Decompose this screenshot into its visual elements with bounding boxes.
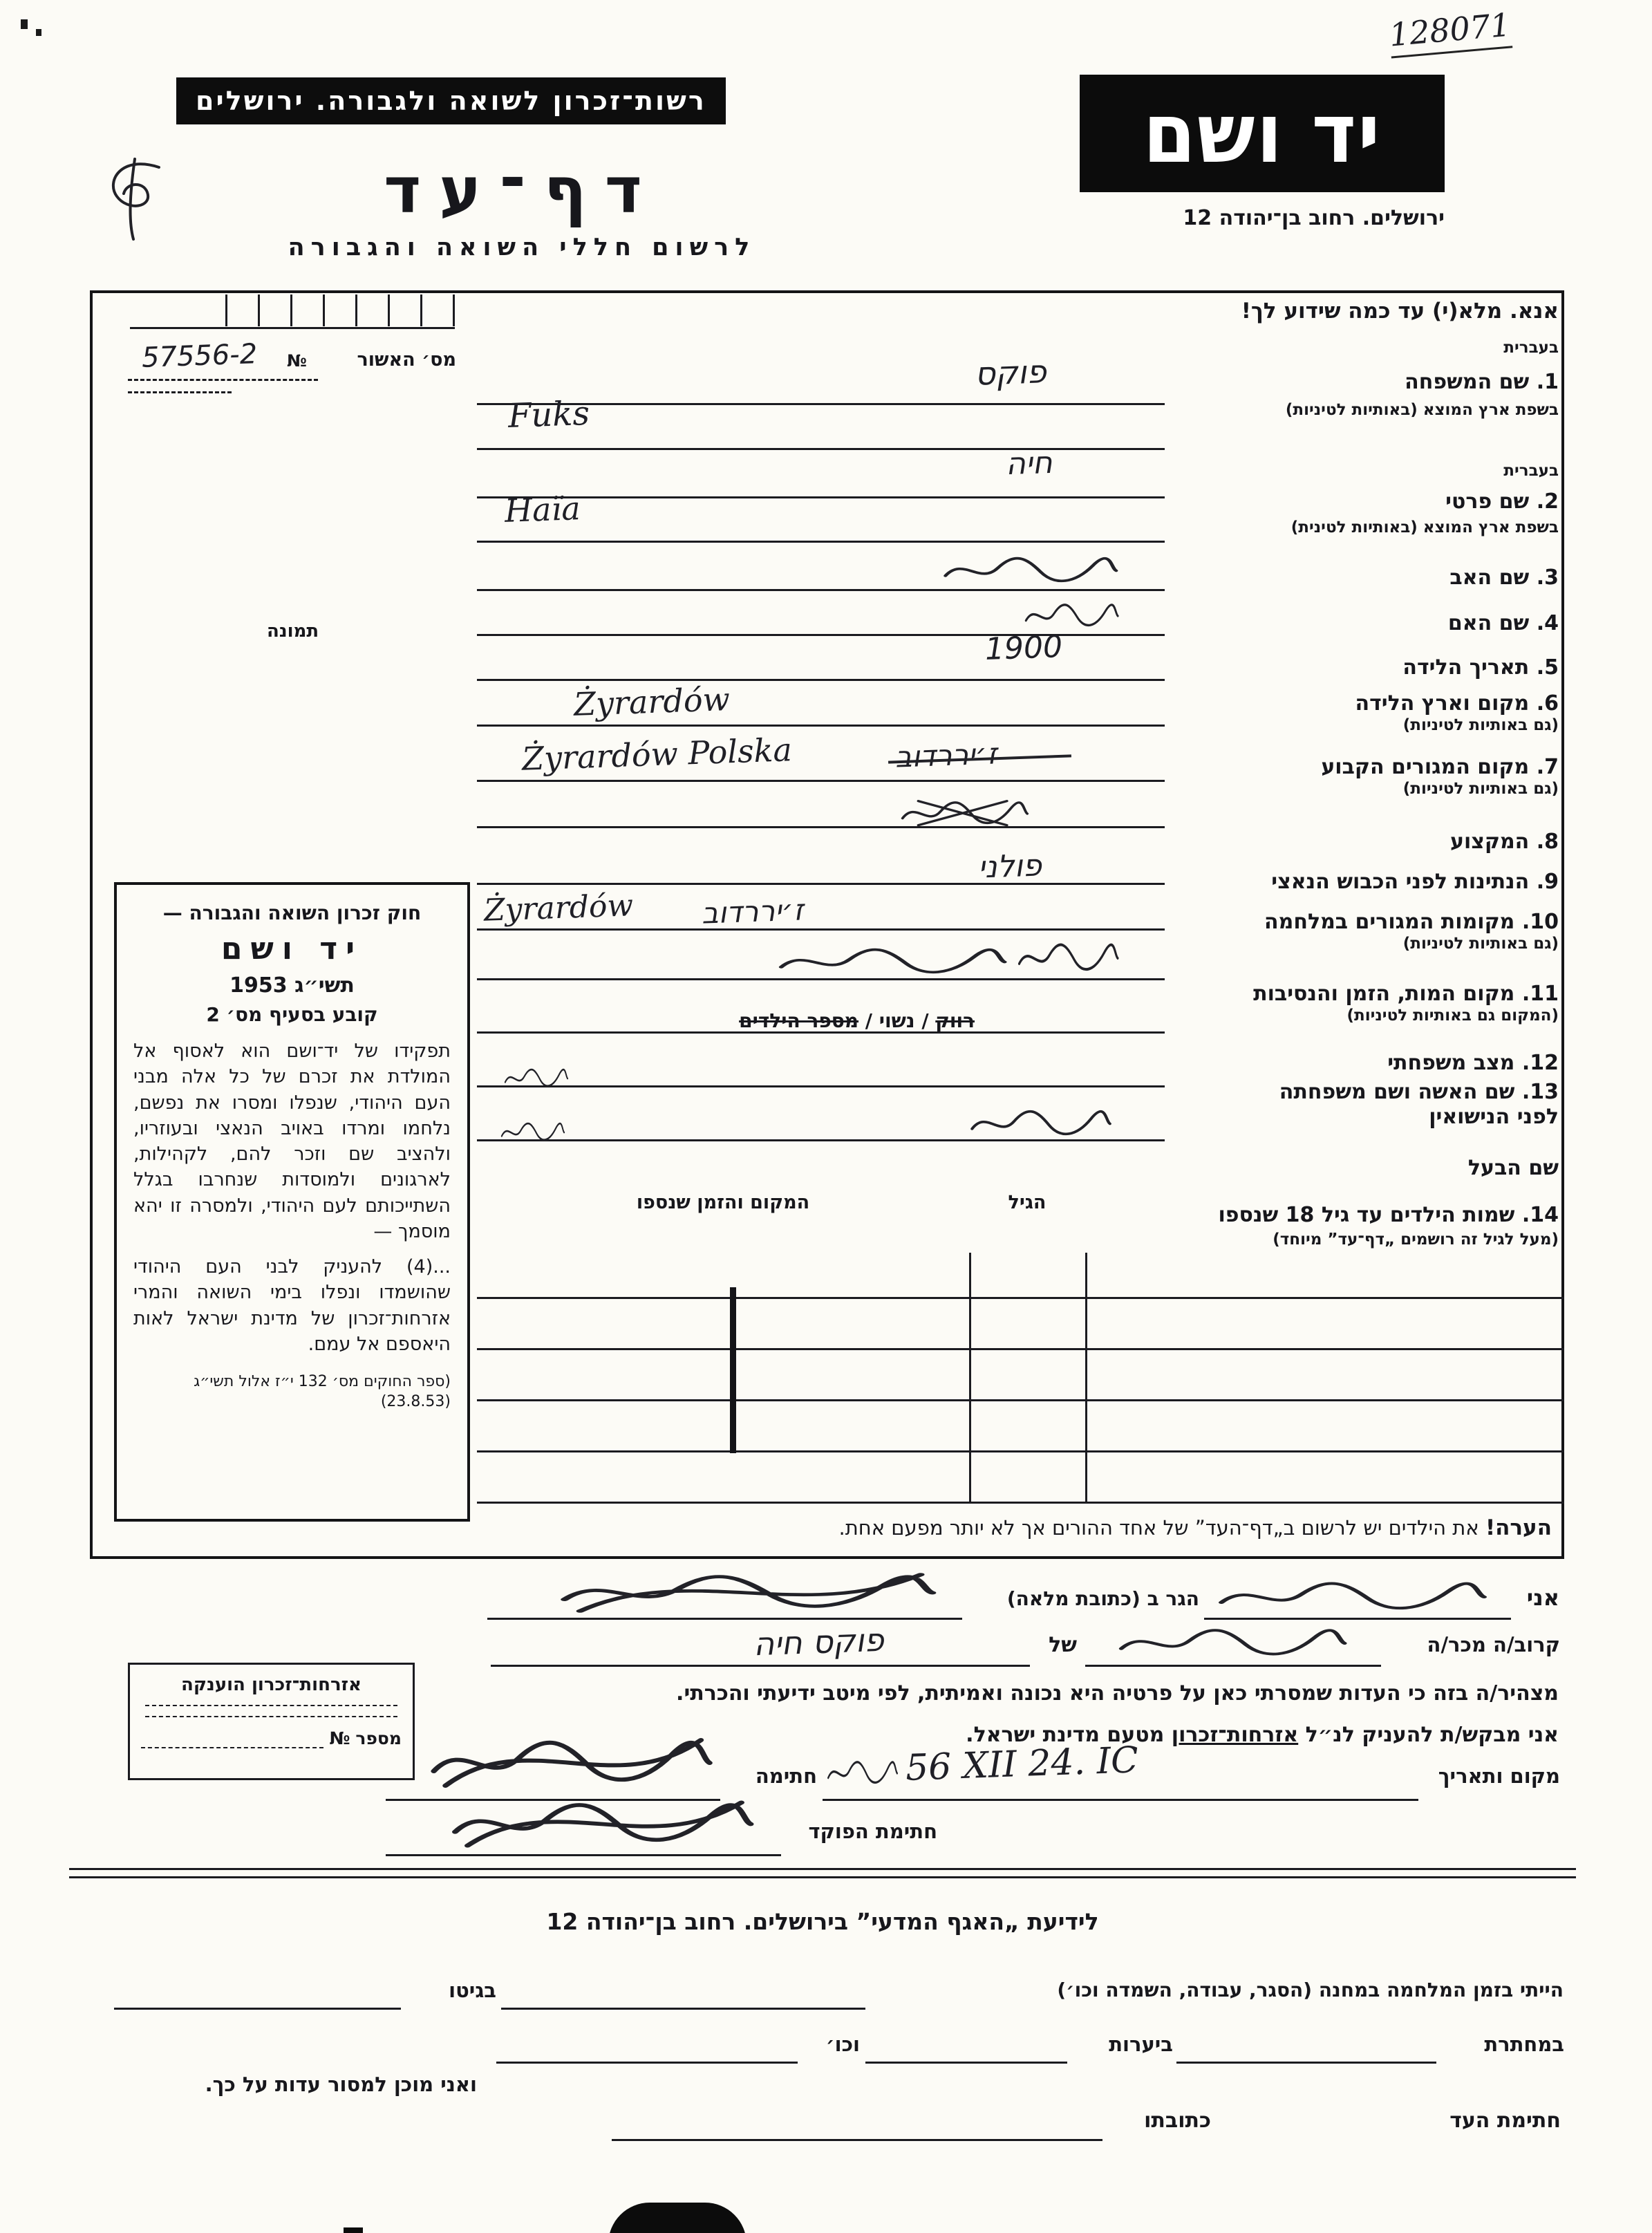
camp-blank-line [501, 2008, 865, 2010]
answer-line [477, 1085, 1165, 1087]
handwritten-clerk-signature-scribble [446, 1795, 757, 1853]
marital-status-options: רווק / נשוי / מספר הילדים [739, 1009, 975, 1032]
field-label-12: 12. מצב משפחתי [1387, 1051, 1559, 1075]
field-sub-label: (המקום גם באותיות לטיניות) [1346, 1007, 1559, 1025]
approval-dashed-line [128, 379, 318, 381]
scan-artifact [344, 2227, 363, 2233]
declaration-name-line [1204, 1618, 1511, 1620]
answer-line [477, 826, 1165, 828]
witness-signature-label: חתימת העד [1449, 2109, 1561, 2133]
handwritten-scribble [940, 552, 1120, 590]
field-label-11: 11. מקום המות, הזמן והנסיבות [1253, 982, 1559, 1006]
place-date-label: מקום ותאריך [1438, 1764, 1560, 1788]
law-title-line3: תשי״ג 1953 [229, 973, 355, 998]
photo-placeholder-label: תמונה [267, 621, 319, 642]
note-row [484, 1515, 1552, 1540]
handwritten-war-residence-latin: Żyrardów [483, 888, 634, 928]
field-label-7: 7. מקום המגורים הקבוע [1321, 755, 1559, 779]
handwritten-birthplace: Żyrardów [573, 680, 731, 723]
marital-option-married: נשוי [879, 1009, 915, 1032]
field-label-3: 3. שם האב [1449, 566, 1559, 590]
citizenship-dashed-line [145, 1716, 397, 1717]
form-title: דף־עד [384, 153, 660, 227]
answer-line [477, 725, 1165, 727]
citizenship-box-title: אזרחות־זכרון הוענקה [181, 1674, 362, 1695]
numero-sign: № [287, 351, 307, 371]
place-date-line [823, 1799, 1418, 1801]
witness-address-line [612, 2139, 1102, 2141]
declaration-request: אני מבקש/ת להעניק לנ״ל אזרחות־זכרון מטעם מדינת ישראל. [966, 1723, 1559, 1747]
field-sub-label: (גם באותיות לטיניות) [1402, 716, 1559, 734]
handwritten-firstname-latin: Haïa [504, 489, 581, 530]
declaration-address-line [487, 1618, 962, 1620]
numero-sign: № [329, 1728, 350, 1748]
declaration-statement: מצהיר/ה בזה כי העדות שמסרתי כאן על פרטיה היא נכונה ואמיתית, לפי מיטב ידיעתי והכרתי. [676, 1681, 1559, 1706]
answer-line [477, 679, 1165, 681]
fill-instruction: אנא. מלא(י) עד כמה שידוע לך! [1241, 299, 1559, 324]
field-sub-label: בשפת ארץ המוצא (באותיות לטינית) [1290, 518, 1559, 536]
handwritten-place-date: 56 XII 24. IC [905, 1739, 1139, 1789]
citizenship-number-row [141, 1728, 402, 1748]
declaration-i-label: אני [1526, 1585, 1559, 1611]
children-table-row-line [477, 1450, 1564, 1452]
field-sub-label: בעברית [1503, 339, 1559, 357]
handwritten-scribble [500, 1119, 565, 1146]
scan-artifact [730, 1287, 736, 1453]
children-table-divider [969, 1253, 971, 1502]
handwritten-witness-name-scribble [1213, 1576, 1490, 1618]
note-text: את הילדים יש לרשום ב„דף־העד” של אחד ההורים אך לא יותר מפעם אחת. [838, 1516, 1479, 1540]
law-body-text: תפקידו של יד־ושם הוא לאסוף אל המולדת את זכרם של כל אלה מבני העם היהודי, שנפלו ומסרו את נפשם, נלחמו ומרדו באויב הנאצי ובעוזריו, ולהציב שם וזכר להם, לקהילות, לארגונים ולמוסדות שנחרבו בגלל השתייכותם לעם היהודי, ולמסרה זו יהא מוסמך — [133, 1040, 451, 1242]
declaration-relative-label: קרוב/ה מכר/ה [1427, 1633, 1560, 1656]
field-label-5: 5. תאריך הלידה [1402, 655, 1559, 680]
note-row-top-line [477, 1502, 1564, 1504]
answer-line [477, 448, 1165, 450]
law-title-line1: חוק זכרון השואה והגבורה — [162, 901, 422, 924]
handwritten-signature-scribble [425, 1732, 715, 1794]
camp-label: הייתי בזמן המלחמה במחנה (הסגר, עבודה, השמדה וכו׳) [1057, 1979, 1564, 2001]
children-table-row-line [477, 1348, 1564, 1350]
law-title-line2: יד ושם [220, 931, 364, 966]
handwritten-surname-hebrew: פוקס [974, 353, 1047, 393]
field-sub-label: (גם באותיות לטיניות) [1402, 780, 1559, 798]
field-label-2: 2. שם פרטי [1445, 489, 1559, 514]
answer-line [477, 928, 1165, 931]
handwritten-corner-number: 128071 [1388, 6, 1512, 58]
signature-label: חתימה [755, 1764, 817, 1788]
field-label-8: 8. המקצוע [1449, 830, 1559, 854]
law-source: (ספר החוקים מס׳ 132 י״ז אלול תשי״ג (23.8.53) [194, 1373, 451, 1410]
scan-artifact [608, 2203, 747, 2233]
marital-option-single: רווק [935, 1009, 975, 1032]
field-sub-label: (מעל לגיל זה רושמים „דף־עד” מיוחד) [1273, 1231, 1559, 1249]
form-subtitle: לרשום חללי השואה והגבורה [288, 234, 756, 261]
forests-label: ביערות [1109, 2033, 1173, 2056]
ghetto-label: בגיטו [449, 1979, 496, 2002]
field-label-13b: לפני הנישואין [1429, 1105, 1559, 1129]
underground-label: במחתרת [1484, 2033, 1564, 2056]
yad-vashem-logo-text: יד ושם [1143, 85, 1382, 182]
handwritten-scribble [826, 1756, 899, 1791]
testify-statement: ואני מוכן למסור עדות על כך. [205, 2073, 477, 2096]
answer-line [477, 883, 1165, 885]
children-table-header-place: המקום והזמן שנספו [636, 1192, 810, 1213]
handwritten-victim-name: פוקס חיה [753, 1620, 885, 1663]
field-label-9: 9. הנתינות לפני הכבוש הנאצי [1271, 870, 1559, 894]
section-divider [69, 1868, 1576, 1870]
handwritten-surname-latin: Fuks [507, 393, 590, 436]
handwritten-husband-name-scribble [968, 1105, 1113, 1143]
children-table-header-age: הגיל [1008, 1192, 1046, 1213]
answer-line [477, 541, 1165, 543]
handwritten-residence-latin: Żyrardów Polska [521, 731, 793, 778]
field-label-husband: שם הבעל [1467, 1156, 1559, 1180]
etc-blank-line [496, 2062, 798, 2064]
ghetto-blank-line [114, 2008, 401, 2010]
clerk-signature-line [386, 1854, 781, 1856]
handwritten-scribble [503, 1065, 569, 1092]
note-bold: הערה! [1485, 1515, 1552, 1540]
marital-option-children-count: מספר הילדים [739, 1009, 859, 1032]
handwritten-scribble [1016, 937, 1120, 979]
declaration-relation-line [1085, 1665, 1381, 1667]
children-table-row-line [477, 1297, 1564, 1299]
handwritten-witness-address-scribble [553, 1568, 940, 1618]
office-tally-strip [130, 295, 455, 329]
handwritten-scribble [774, 943, 1009, 981]
law-box [114, 882, 470, 1522]
handwritten-approval-number: 57556-2 [141, 338, 258, 374]
info-section-title: לידיעת „האגף המדעי” בירושלים. רחוב בן־יהודה 12 [546, 1908, 1099, 1935]
handwritten-scribble-crossed [899, 796, 1030, 831]
handwritten-firstname-hebrew: חיה [1005, 445, 1053, 483]
section-divider [69, 1876, 1576, 1878]
witness-address-label: כתובתו [1144, 2109, 1211, 2133]
field-sub-label: בשפת ארץ המוצא (באותיות לטיניות) [1285, 401, 1559, 419]
declaration-request-underlined: אזרחות־זכרון [1171, 1723, 1299, 1747]
declaration-victim-line [491, 1665, 1030, 1667]
declaration-resides-label: הגר ב (כתובת מלאה) [1006, 1587, 1199, 1610]
citizenship-box [128, 1663, 415, 1780]
etc-label: וכו׳ [825, 2033, 860, 2056]
children-table-row-line [477, 1399, 1564, 1401]
handwritten-war-residence-hebrew: ז׳יררדוב [701, 893, 805, 931]
handwritten-relation-scribble [1114, 1623, 1349, 1663]
law-body-text-2: ...(4) להעניק לבני העם היהודי שהושמדו ונפלו בימי השואה והמרי אזרחות־זכרון של מדינת ישראל לאות היאספם אל עמם. [133, 1256, 451, 1355]
declaration-of-label: של [1049, 1633, 1077, 1657]
approval-dashed-line [128, 391, 232, 393]
field-sub-label: (גם באותיות לטיניות) [1402, 935, 1559, 953]
field-label-10: 10. מקומות המגורים במלחמה [1264, 910, 1559, 934]
citizenship-number-label: מספר [355, 1728, 402, 1748]
forests-blank-line [865, 2062, 1067, 2064]
field-label-14: 14. שמות הילדים עד גיל 18 שנספו [1218, 1203, 1559, 1227]
field-label-6: 6. מקום וארץ הלידה [1355, 691, 1559, 716]
children-table-divider [1085, 1253, 1087, 1502]
field-label-1: 1. שם המשפחה [1405, 370, 1559, 394]
field-label-13: 13. שם האשה ושם משפחתה [1279, 1080, 1559, 1104]
authority-banner: רשות־זכרון לשואה ולגבורה. ירושלים [176, 77, 726, 124]
handwritten-scribble [93, 153, 176, 243]
underground-blank-line [1176, 2062, 1436, 2064]
org-address: ירושלים. רחוב בן־יהודה 12 [1183, 206, 1445, 230]
answer-line [477, 780, 1165, 782]
handwritten-nationality: פולני [977, 848, 1042, 886]
approval-number-label: מס׳ האשור [357, 349, 456, 371]
handwritten-scribble [1023, 599, 1120, 633]
handwritten-birthdate: 1900 [984, 629, 1063, 667]
field-label-4: 4. שם האם [1447, 611, 1559, 635]
field-sub-label: בעברית [1503, 462, 1559, 480]
scan-artifact [36, 29, 41, 36]
law-title-line4: קובע בסעיף מס׳ 2 [206, 1003, 378, 1026]
scan-artifact [21, 19, 28, 29]
yad-vashem-logo-box [1080, 75, 1445, 192]
handwritten-residence-hebrew: ז׳יררדוב [894, 736, 998, 774]
citizenship-dashed-line [145, 1705, 397, 1706]
clerk-signature-label: חתימת הפוקד [808, 1820, 937, 1843]
